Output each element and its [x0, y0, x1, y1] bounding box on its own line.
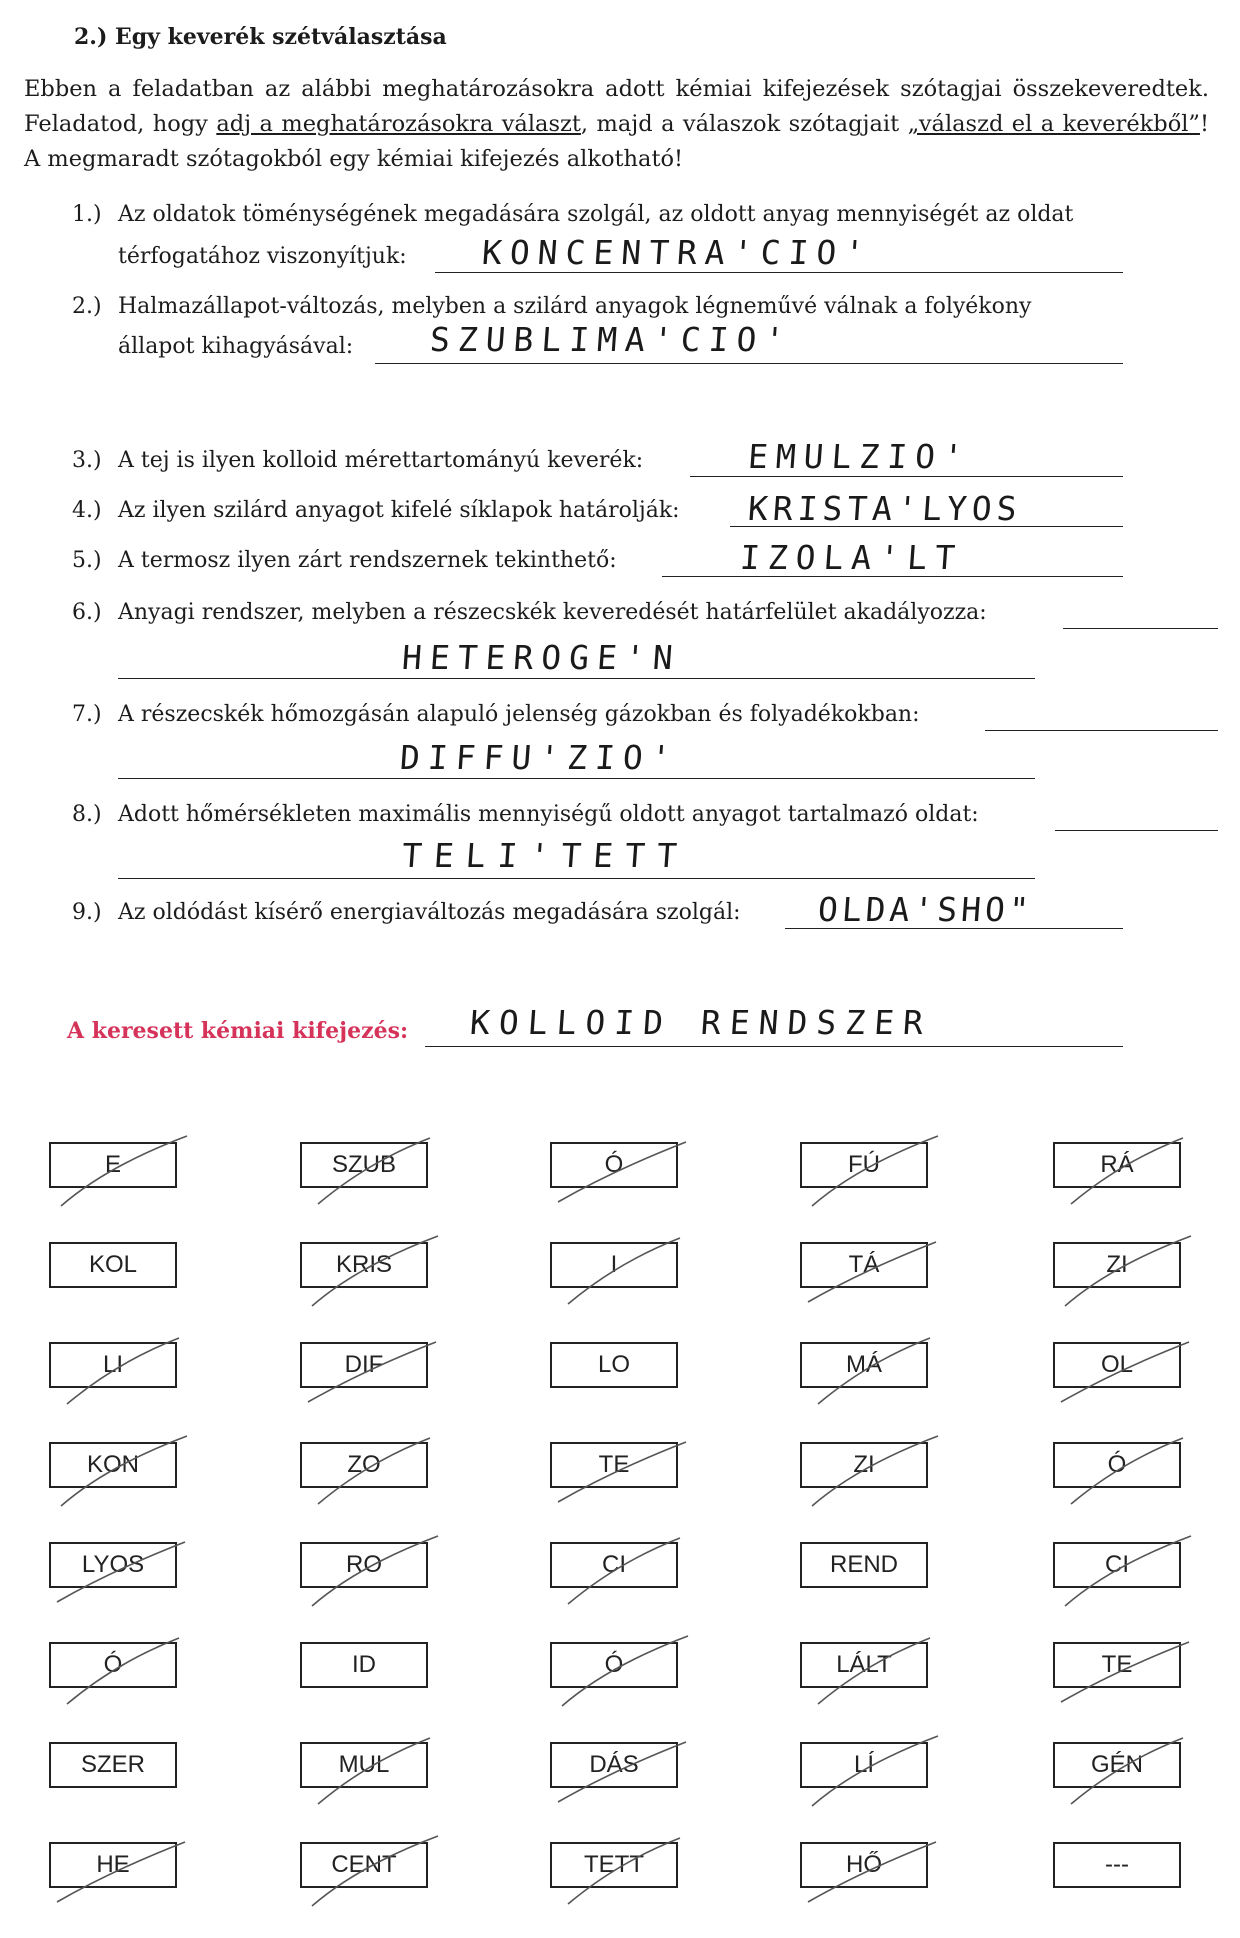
syllable-label: Ó — [604, 1651, 624, 1678]
syllable-label: CI — [1105, 1551, 1129, 1578]
syllable-label: LO — [597, 1351, 630, 1378]
syllable-label: REND — [829, 1551, 898, 1578]
answer-line — [375, 363, 1123, 364]
syllable-label: TE — [1101, 1651, 1133, 1678]
question-text-line2: térfogatához viszonyítjuk: — [118, 244, 407, 269]
syllable-box[interactable] — [800, 1542, 928, 1588]
syllable-box[interactable] — [49, 1742, 177, 1788]
intro-underlined-1: adj a meghatározásokra választ — [216, 111, 581, 137]
exercise-title: 2.) Egy keverék szétválasztása — [74, 24, 447, 50]
syllable-label: KRIS — [335, 1251, 392, 1278]
syllable-box[interactable] — [550, 1842, 678, 1888]
syllable-box[interactable] — [1053, 1142, 1181, 1188]
syllable-box[interactable] — [550, 1642, 678, 1688]
syllable-label: ZI — [1106, 1251, 1128, 1278]
syllable-label: MÁ — [846, 1351, 882, 1378]
syllable-box[interactable] — [300, 1242, 428, 1288]
syllable-box[interactable] — [300, 1842, 428, 1888]
syllable-label: TETT — [584, 1851, 644, 1878]
syllable-box[interactable] — [800, 1442, 928, 1488]
syllable-label: CENT — [331, 1851, 397, 1878]
syllable-label: KOL — [88, 1251, 138, 1278]
question-text-line2: állapot kihagyásával: — [118, 334, 354, 359]
syllable-label: FÚ — [848, 1151, 880, 1178]
intro-text-2: , majd a válaszok szótagjait — [580, 111, 908, 137]
syllable-box[interactable] — [49, 1242, 177, 1288]
handwritten-answer: SZUBLIMA'CIO' — [428, 320, 794, 359]
syllable-label: LÁLT — [836, 1651, 892, 1678]
syllable-box[interactable] — [1053, 1742, 1181, 1788]
answer-line — [985, 730, 1218, 731]
question-text: Adott hőmérsékleten maximális mennyiségű oldott anyagot tartalmazó oldat: — [118, 802, 979, 827]
intro-text-3: ! A megmaradt szótagokból egy kémiai kifejezés alkotható! — [24, 111, 1209, 172]
answer-line-2 — [118, 678, 1035, 679]
answer-line — [1055, 830, 1218, 831]
syllable-box[interactable] — [550, 1742, 678, 1788]
handwritten-answer: IZOLA'LT — [738, 538, 965, 577]
syllable-label: E — [104, 1151, 121, 1178]
syllable-box[interactable] — [300, 1342, 428, 1388]
syllable-label: ZO — [347, 1451, 381, 1478]
result-answer-line — [425, 1046, 1123, 1047]
answer-line-2 — [118, 878, 1035, 879]
syllable-box[interactable] — [49, 1842, 177, 1888]
syllable-box[interactable] — [49, 1442, 177, 1488]
result-label: A keresett kémiai kifejezés: — [67, 1018, 409, 1044]
syllable-box[interactable] — [1053, 1542, 1181, 1588]
question-number: 5.) — [72, 548, 102, 573]
syllable-label: LI — [102, 1351, 123, 1378]
handwritten-answer: TELI'TETT — [400, 836, 691, 875]
answer-line — [1063, 628, 1218, 629]
syllable-box[interactable] — [550, 1442, 678, 1488]
syllable-label: Ó — [604, 1151, 624, 1178]
question-number: 4.) — [72, 498, 102, 523]
syllable-box[interactable] — [1053, 1442, 1181, 1488]
answer-line — [435, 272, 1123, 273]
question-text: A tej is ilyen kolloid mérettartományú keverék: — [118, 448, 644, 473]
question-text: Halmazállapot-változás, melyben a szilárd anyagok légneművé válnak a folyékony — [118, 294, 1032, 319]
syllable-box[interactable] — [1053, 1242, 1181, 1288]
syllable-label: LÍ — [853, 1751, 874, 1778]
syllable-box[interactable] — [1053, 1842, 1181, 1888]
syllable-box[interactable] — [49, 1642, 177, 1688]
syllable-label: RÁ — [1100, 1151, 1134, 1178]
syllable-label: ZI — [853, 1451, 875, 1478]
intro-underlined-2: „válaszd el a keverékből” — [907, 111, 1200, 137]
question-number: 8.) — [72, 802, 102, 827]
intro-text-1: Ebben a feladatban az alábbi meghatározásokra adott kémiai kifejezések szótagjai összekeveredtek. Feladatod, hogy — [24, 76, 1209, 137]
handwritten-answer: DIFFU'ZIO' — [398, 738, 681, 777]
handwritten-answer: OLDA'SHO" — [816, 890, 1035, 929]
syllable-box[interactable] — [550, 1342, 678, 1388]
handwritten-answer: EMULZIO' — [746, 437, 973, 476]
syllable-box[interactable] — [550, 1542, 678, 1588]
syllable-label: ID — [352, 1651, 376, 1678]
syllable-box[interactable] — [300, 1642, 428, 1688]
question-number: 6.) — [72, 600, 102, 625]
result-handwritten-answer: KOLLOID RENDSZER — [468, 1003, 934, 1042]
syllable-box[interactable] — [800, 1142, 928, 1188]
question-text: Anyagi rendszer, melyben a részecskék keveredését határfelület akadályozza: — [118, 600, 987, 625]
syllable-box[interactable] — [550, 1242, 678, 1288]
syllable-label: HE — [96, 1851, 130, 1878]
syllable-box[interactable] — [800, 1342, 928, 1388]
syllable-label: DÁS — [589, 1751, 639, 1778]
syllable-box[interactable] — [300, 1442, 428, 1488]
handwritten-answer: HETEROGE'N — [400, 638, 683, 677]
syllable-box[interactable] — [800, 1842, 928, 1888]
intro-paragraph — [24, 72, 1209, 177]
question-number: 2.) — [72, 294, 102, 319]
syllable-label: DIF — [344, 1351, 384, 1378]
syllable-box[interactable] — [300, 1542, 428, 1588]
question-number: 3.) — [72, 448, 102, 473]
question-text: Az ilyen szilárd anyagot kifelé síklapok határolják: — [118, 498, 680, 523]
syllable-label: MUL — [338, 1751, 390, 1778]
syllable-label: CI — [602, 1551, 626, 1578]
syllable-label: SZUB — [331, 1151, 396, 1178]
question-text: Az oldatok töménységének megadására szolgál, az oldott anyag mennyiségét az oldat — [118, 202, 1074, 227]
handwritten-answer: KRISTA'LYOS — [746, 489, 1023, 528]
syllable-label: OL — [1100, 1351, 1133, 1378]
answer-line-2 — [118, 778, 1035, 779]
syllable-label: Ó — [103, 1651, 123, 1678]
question-number: 7.) — [72, 702, 102, 727]
question-text: A termosz ilyen zárt rendszernek tekinthető: — [118, 548, 617, 573]
syllable-label: GÉN — [1090, 1751, 1143, 1778]
handwritten-answer: KONCENTRA'CIO' — [480, 233, 874, 272]
syllable-box[interactable] — [300, 1142, 428, 1188]
question-number: 1.) — [72, 202, 102, 227]
syllable-label: Ó — [1107, 1451, 1127, 1478]
syllable-box[interactable] — [800, 1642, 928, 1688]
syllable-box[interactable] — [800, 1742, 928, 1788]
question-text: A részecskék hőmozgásán alapuló jelenség gázokban és folyadékokban: — [118, 702, 920, 727]
syllable-label: KON — [86, 1451, 139, 1478]
syllable-label: RO — [346, 1551, 382, 1578]
syllable-box[interactable] — [49, 1542, 177, 1588]
cross-out-mark — [538, 1226, 698, 1312]
syllable-label: TÁ — [848, 1251, 880, 1278]
question-number: 9.) — [72, 900, 102, 925]
syllable-label: --- — [1105, 1851, 1129, 1878]
syllable-label: TE — [598, 1451, 630, 1478]
syllable-label: SZER — [80, 1751, 145, 1778]
question-text: Az oldódást kísérő energiaváltozás megadására szolgál: — [118, 900, 741, 925]
syllable-label: HŐ — [846, 1851, 882, 1878]
syllable-box[interactable] — [49, 1142, 177, 1188]
answer-line — [690, 476, 1123, 477]
syllable-box[interactable] — [550, 1142, 678, 1188]
syllable-box[interactable] — [800, 1242, 928, 1288]
syllable-box[interactable] — [300, 1742, 428, 1788]
syllable-label: I — [610, 1251, 618, 1278]
syllable-box[interactable] — [1053, 1642, 1181, 1688]
syllable-label: LYOS — [81, 1551, 145, 1578]
syllable-box[interactable] — [49, 1342, 177, 1388]
syllable-box[interactable] — [1053, 1342, 1181, 1388]
